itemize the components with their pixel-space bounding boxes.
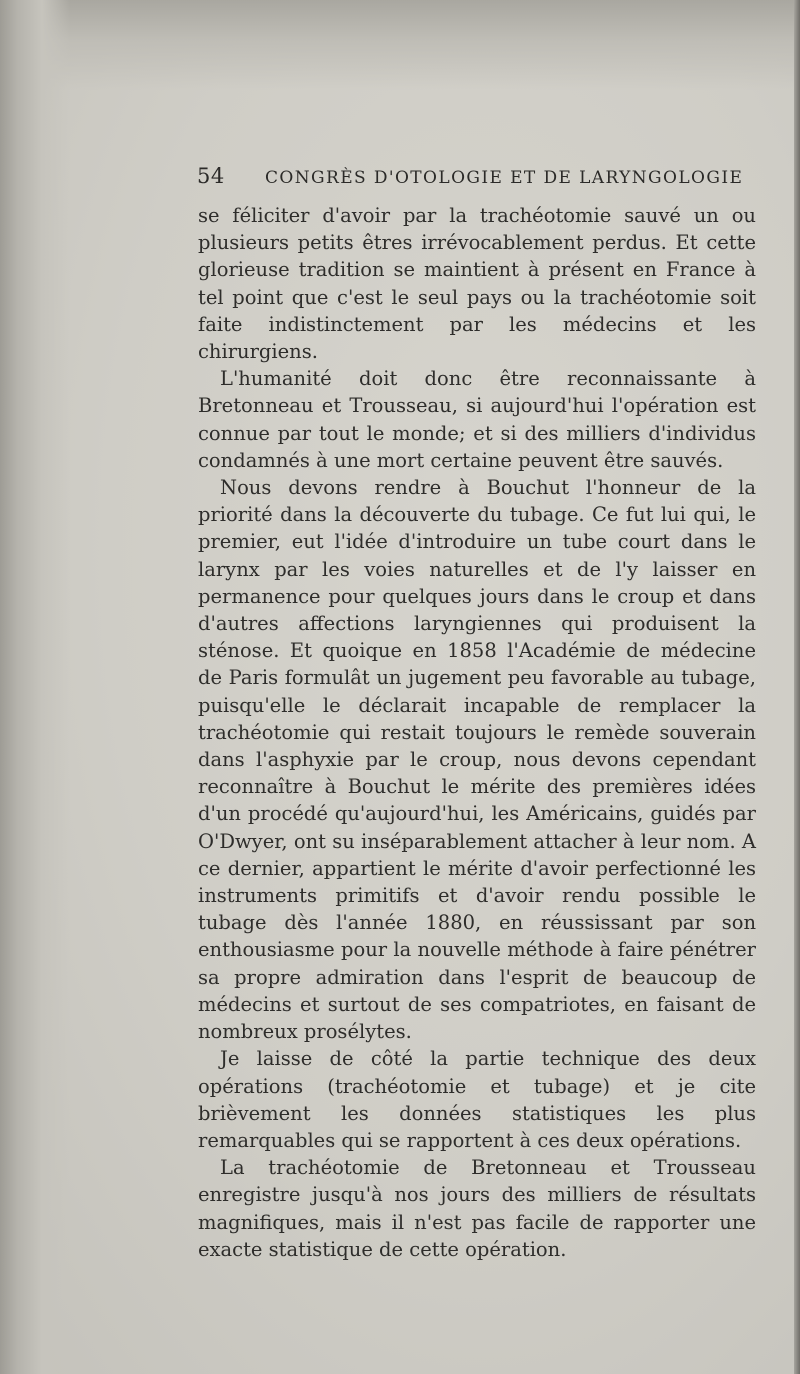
body-text: [198, 202, 756, 1263]
paragraph-humanite: L'humanité doit donc être reconnaissante à Bretonneau et Trousseau, si aujourd'hui l'opération est connue par tout le monde; et si des milliers d'individus condamnés à une mort certaine peuvent être sauvés.: [198, 367, 756, 472]
header-title: CONGRÈS D'OTOLOGIE ET DE LARYNGOLOGIE: [265, 168, 744, 188]
paragraph-continuation: se féliciter d'avoir par la trachéotomie sauvé un ou plusieurs petits êtres irrévocablement perdus. Et cette glorieuse tradition se maintient à présent en France à tel point que c'est le seul pays ou la trachéotomie soit faite indistinctement par les médecins et les chirurgiens.: [198, 204, 756, 364]
page-right-edge: [794, 0, 800, 1374]
page-gutter-shadow: [0, 0, 70, 1374]
page-top-shadow: [0, 0, 800, 90]
paragraph-bouchut: Nous devons rendre à Bouchut l'honneur de la priorité dans la découverte du tubage. Ce fut lui qui, le premier, eut l'idée d'introduire un tube court dans le larynx par les voies naturelles et de l'y laisser en permanence pour quelques jours dans le croup et dans d'autres affections laryngiennes qui produisent la sténose. Et quoique en 1858 l'Académie de médecine de Paris formulât un jugement peu favorable au tubage, puisqu'elle le déclarait incapable de remplacer la trachéotomie qui restait toujours le remède souverain dans l'asphyxie par le croup, nous devons cependant reconnaître à Bouchut le mérite des premières idées d'un procédé qu'aujourd'hui, les Américains, guidés par O'Dwyer, ont su inséparablement attacher à leur nom. A ce dernier, appartient le mérite d'avoir perfectionné les instruments primitifs et d'avoir rendu possible le tubage dès l'année 1880, en réussissant par son enthousiasme pour la nouvelle méthode à faire pénétrer sa propre admiration dans l'esprit de beaucoup de médecins et surtout de ses compatriotes, en faisant de nombreux prosélytes.: [198, 476, 756, 1044]
paragraph-technique: Je laisse de côté la partie technique des deux opérations (trachéotomie et tubage) et je cite brièvement les données statistiques les plus remarquables qui se rapportent à ces deux opérations.: [198, 1047, 756, 1152]
paragraph-statistique: La trachéotomie de Bretonneau et Trousseau enregistre jusqu'à nos jours des milliers de résultats magnifiques, mais il n'est pas facile de rapporter une exacte statistique de cette opération.: [198, 1156, 756, 1261]
page-number: 54: [197, 164, 225, 188]
running-head: [197, 164, 757, 194]
